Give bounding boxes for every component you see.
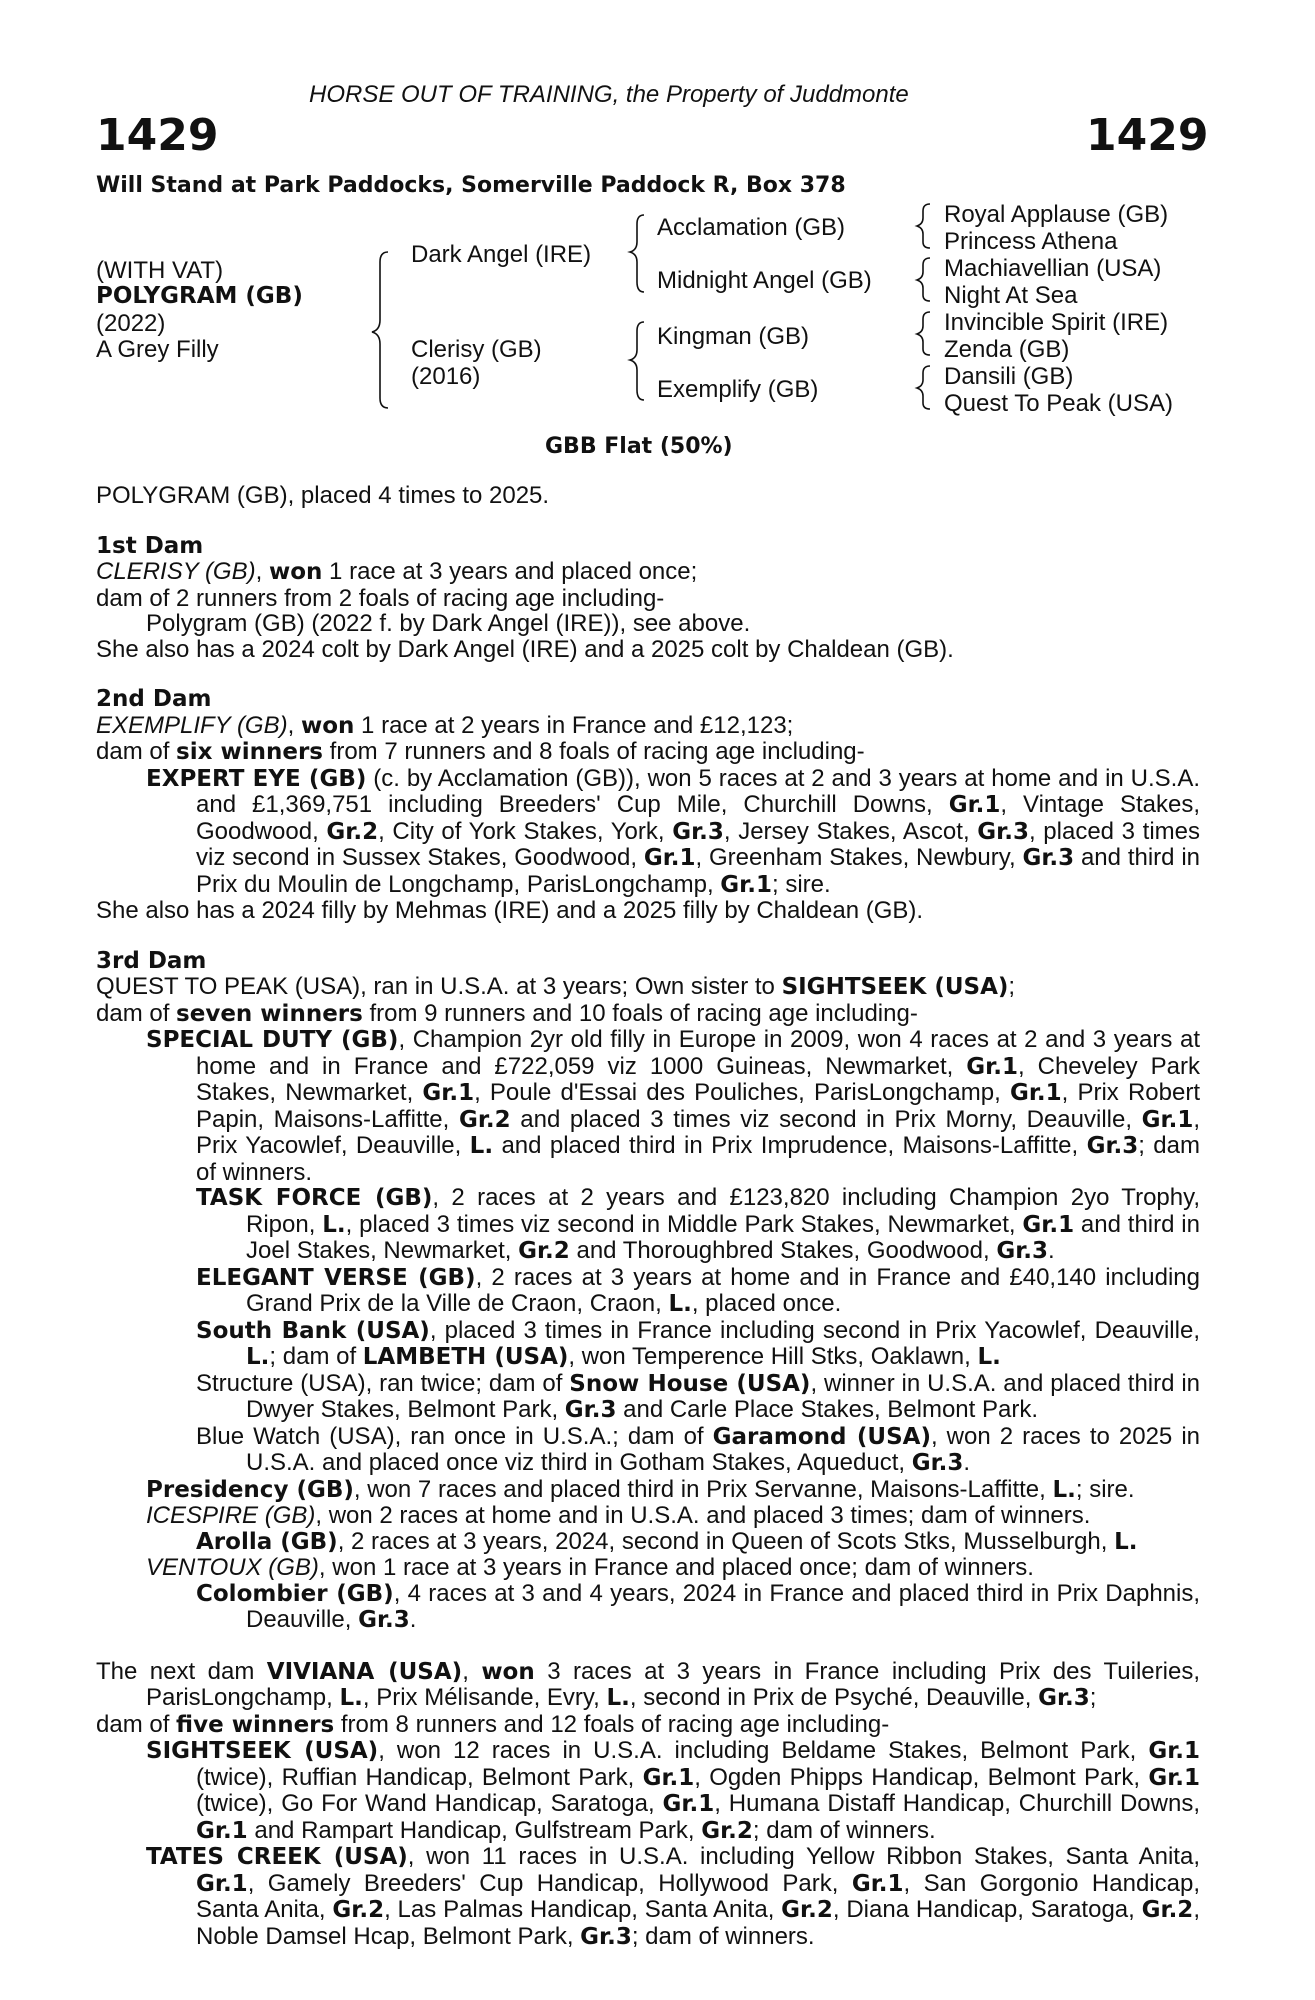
second-dam-also: She also has a 2024 filly by Mehmas (IRE) and a 2025 filly by Chaldean (GB). xyxy=(96,897,924,924)
presidency-entry: Presidency (GB), won 7 races and placed third in Prix Servanne, Maisons-Laffitte, L.; sire. xyxy=(146,1475,1135,1503)
dam-name: Clerisy (GB) xyxy=(411,336,542,363)
structure-entry: Structure (USA), ran twice; dam of Snow House (USA), winner in U.S.A. and placed third in Dwyer Stakes, Belmont Park, Gr.3 and Carle Place Stakes, Belmont Park. xyxy=(196,1369,1201,1423)
gen3-5: Invincible Spirit (IRE) xyxy=(944,309,1169,336)
task-force-entry: TASK FORCE (GB), 2 races at 2 years and £123,820 including Champion 2yo Trophy, Ripon, L., placed 3 times viz second in Middle Park Stakes, Newmarket, Gr.1 and third in Joel Stakes, Newmarket, Gr.2 and Thoroughbred Stakes, Goodwood, Gr.3. xyxy=(196,1184,1200,1264)
next-dam-line2: dam of five winners from 8 runners and 12 foals of racing age including- xyxy=(96,1710,890,1738)
first-dam-line1: CLERISY (GB), won 1 race at 3 years and placed once; xyxy=(96,558,698,585)
stand-location: Will Stand at Park Paddocks, Somerville Paddock R, Box 378 xyxy=(96,173,846,198)
brace-sire xyxy=(630,215,644,292)
tates-creek-entry: TATES CREEK (USA), won 11 races in U.S.A. including Yellow Ribbon Stakes, Santa Anita, Gr.1, Gamely Breeders' Cup Handicap, Hollywood Park, Gr.1, San Gorgonio Handicap, Santa Anita, Gr.2, Las Palmas Handicap, Santa Anita, Gr.2, Diana Handicap, Saratoga, Gr.2, Noble Damsel Hcap, Belmont Park, Gr.3; dam of winners. xyxy=(146,1843,1200,1950)
blue-watch-entry: Blue Watch (USA), ran once in U.S.A.; dam of Garamond (USA), won 2 races to 2025 in U.S.A. and placed once viz third in Gotham Stakes, Aqueduct, Gr.3. xyxy=(196,1422,1200,1476)
colombier-entry: Colombier (GB), 4 races at 3 and 4 years, 2024 in France and placed third in Prix Daphnis, Deauville, Gr.3. xyxy=(196,1579,1201,1633)
dam-dam: Exemplify (GB) xyxy=(657,376,819,403)
brace-dd xyxy=(917,366,930,409)
special-duty-entry: SPECIAL DUTY (GB), Champion 2yr old filly in Europe in 2009, won 4 races at 2 and 3 years at home and in France and £722,059 viz 1000 Guineas, Newmarket, Gr.1, Cheveley Park Stakes, Newmarket, Gr.1, Poule d'Essai des Pouliches, ParisLongchamp, Gr.1, Prix Robert Papin, Maisons-Laffitte, Gr.2 and placed 3 times viz second in Prix Morny, Deauville, Gr.1, Prix Yacowlef, Deauville, L. and placed third in Prix Imprudence, Maisons-Laffitte, Gr.3; dam of winners. xyxy=(146,1026,1201,1186)
dam-year: (2016) xyxy=(411,363,481,390)
gen3-4: Night At Sea xyxy=(944,282,1078,309)
brace-ss xyxy=(917,204,930,248)
next-dam-line1: The next dam VIVIANA (USA), won 3 races at 3 years in France including Prix des Tuileries, ParisLongchamp, L., Prix Mélisande, Evry, L., second in Prix de Psyché, Deauville, Gr.3; xyxy=(96,1657,1200,1711)
ventoux-entry: VENTOUX (GB), won 1 race at 3 years in France and placed once; dam of winners. xyxy=(146,1554,1034,1581)
brace-main xyxy=(372,252,388,408)
brace-sd xyxy=(917,258,930,301)
first-dam-heading: 1st Dam xyxy=(96,532,204,559)
first-dam-line3: Polygram (GB) (2022 f. by Dark Angel (IRE)), see above. xyxy=(146,610,751,637)
horse-name: POLYGRAM (GB) xyxy=(96,283,303,309)
second-dam-line1: EXEMPLIFY (GB), won 1 race at 2 years in France and £12,123; xyxy=(96,711,794,739)
gen3-6: Zenda (GB) xyxy=(944,336,1070,363)
catalogue-text xyxy=(96,483,1200,1950)
icespire-entry: ICESPIRE (GB), won 2 races at home and in U.S.A. and placed 3 times; dam of winners. xyxy=(146,1502,1091,1529)
sale-subtitle: HORSE OUT OF TRAINING, the Property of Juddmonte xyxy=(309,81,909,108)
lot-number-right: 1429 xyxy=(1086,110,1209,161)
gen3-1: Royal Applause (GB) xyxy=(944,201,1169,228)
gen3-7: Dansili (GB) xyxy=(944,363,1074,390)
first-dam-line2: dam of 2 runners from 2 foals of racing age including- xyxy=(96,584,665,612)
third-dam-line1: QUEST TO PEAK (USA), ran in U.S.A. at 3 years; Own sister to SIGHTSEEK (USA); xyxy=(96,973,1016,1000)
elegant-verse-entry: ELEGANT VERSE (GB), 2 races at 3 years at home and in France and £40,140 including Grand Prix de la Ville de Craon, Craon, L., placed once. xyxy=(196,1263,1200,1317)
sightseek-entry: SIGHTSEEK (USA), won 12 races in U.S.A. including Beldame Stakes, Belmont Park, Gr.1 (twice), Ruffian Handicap, Belmont Park, Gr.1, Ogden Phipps Handicap, Belmont Park, Gr.1 (twice), Go For Wand Handicap, Saratoga, Gr.1, Humana Distaff Handicap, Churchill Downs, Gr.1 and Rampart Handicap, Gulfstream Park, Gr.2; dam of winners. xyxy=(146,1737,1200,1844)
expert-eye-entry: EXPERT EYE (GB) (c. by Acclamation (GB)), won 5 races at 2 and 3 years at home and in U.S.A. and £1,369,751 including Breeders' Cup Mile, Churchill Downs, Gr.1, Vintage Stakes, Goodwood, Gr.2, City of York Stakes, York, Gr.3, Jersey Stakes, Ascot, Gr.3, placed 3 times viz second in Sussex Stakes, Goodwood, Gr.1, Greenham Stakes, Newbury, Gr.3 and third in Prix du Moulin de Longchamp, ParisLongchamp, Gr.1; sire. xyxy=(146,764,1201,898)
second-dam-heading: 2nd Dam xyxy=(96,686,212,712)
gen3-8: Quest To Peak (USA) xyxy=(944,390,1173,417)
sire-dam: Midnight Angel (GB) xyxy=(657,267,872,294)
second-dam-line2: dam of six winners from 7 runners and 8 foals of racing age including- xyxy=(96,738,865,765)
first-dam-line4: She also has a 2024 colt by Dark Angel (IRE) and a 2025 colt by Chaldean (GB). xyxy=(96,635,954,663)
sire-sire: Acclamation (GB) xyxy=(657,214,846,241)
brace-ds xyxy=(917,312,930,355)
tax-note: GBB Flat (50%) xyxy=(545,434,733,459)
gen3-3: Machiavellian (USA) xyxy=(944,255,1162,282)
third-dam-line2: dam of seven winners from 9 runners and 10 foals of racing age including- xyxy=(96,999,918,1027)
sire-name: Dark Angel (IRE) xyxy=(411,241,592,268)
south-bank-entry: South Bank (USA), placed 3 times in France including second in Prix Yacowlef, Deauville, L.; dam of LAMBETH (USA), won Temperence Hill Stks, Oaklawn, L. xyxy=(196,1316,1200,1370)
horse-description: A Grey Filly xyxy=(96,336,219,363)
gen3-2: Princess Athena xyxy=(944,228,1118,255)
brace-dam xyxy=(630,322,644,400)
vat-note: (WITH VAT) xyxy=(96,257,224,284)
arolla-entry: Arolla (GB), 2 races at 3 years, 2024, second in Queen of Scots Stks, Musselburgh, L. xyxy=(196,1527,1138,1555)
third-dam-heading: 3rd Dam xyxy=(96,947,207,974)
horse-year: (2022) xyxy=(96,310,166,337)
summary-line: POLYGRAM (GB), placed 4 times to 2025. xyxy=(96,482,550,509)
dam-sire: Kingman (GB) xyxy=(657,323,810,350)
lot-number-left: 1429 xyxy=(96,110,219,161)
